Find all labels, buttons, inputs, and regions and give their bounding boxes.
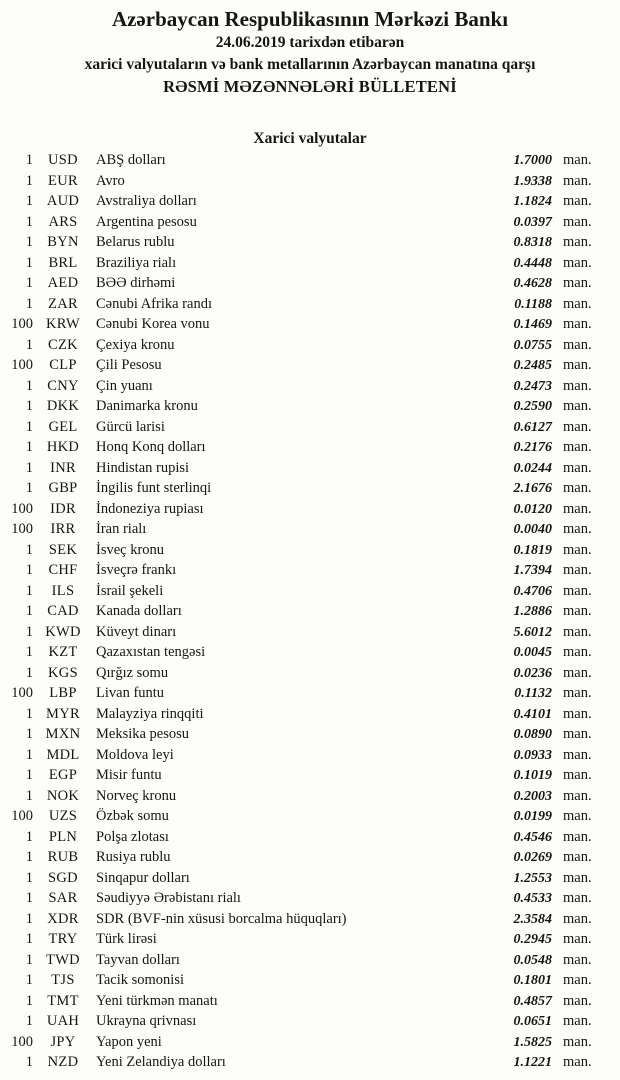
table-row (0, 458, 620, 479)
table-row (0, 663, 620, 684)
quantity-cell: 1 (25, 541, 33, 558)
table-row (0, 376, 620, 397)
unit-cell: man. (563, 439, 592, 455)
rate-cell: 0.2485 (513, 358, 552, 373)
quantity-cell: 1 (25, 767, 33, 783)
table-row (0, 540, 620, 561)
rate-cell: 0.0269 (513, 850, 552, 865)
currency-code-cell: CLP (49, 357, 77, 373)
quantity-cell: 1 (25, 480, 33, 496)
currency-code-cell: RUB (47, 849, 79, 865)
table-row (0, 847, 620, 868)
unit-cell: man. (563, 1054, 592, 1070)
currency-name-cell: Norveç kronu (96, 787, 177, 804)
unit-cell: man. (563, 931, 592, 947)
rate-cell: 0.0755 (513, 337, 552, 353)
unit-cell: man. (563, 1033, 592, 1050)
rate-cell: 0.2945 (513, 932, 552, 947)
rate-cell: 0.0040 (513, 522, 552, 537)
table-row (0, 1032, 620, 1053)
table-row (0, 827, 620, 848)
currency-code-cell: TMT (47, 992, 79, 1009)
currency-name-cell: Malayziya rinqqiti (96, 705, 204, 722)
currency-code-cell: NZD (47, 1054, 79, 1070)
currency-code-cell: AED (47, 275, 79, 291)
unit-cell: man. (563, 808, 592, 824)
unit-cell: man. (563, 172, 592, 189)
currency-name-cell: Çili Pesosu (96, 357, 162, 373)
quantity-cell: 1 (25, 582, 33, 599)
currency-code-cell: XDR (47, 910, 79, 927)
unit-cell: man. (563, 705, 592, 722)
currency-name-cell: İsveç kronu (96, 541, 165, 558)
rate-cell: 1.7394 (513, 563, 552, 578)
quantity-cell: 1 (25, 787, 33, 804)
quantity-cell: 100 (11, 316, 33, 332)
currency-name-cell: Səudiyyə Ərəbistanı rialı (96, 890, 241, 906)
currency-name-cell: Argentina pesosu (96, 213, 197, 230)
table-row (0, 253, 620, 274)
currency-name-cell: Özbək somu (96, 808, 169, 824)
currency-code-cell: UZS (48, 808, 78, 824)
table-row (0, 622, 620, 643)
quantity-cell: 100 (11, 500, 33, 517)
currency-code-cell: CZK (48, 336, 78, 353)
quantity-cell: 1 (25, 849, 33, 865)
quantity-cell: 1 (25, 193, 33, 209)
quantity-cell: 1 (25, 1013, 33, 1029)
table-row (0, 888, 620, 909)
quantity-cell: 1 (25, 603, 33, 619)
currency-code-cell: USD (48, 152, 78, 168)
scope-line: xarici valyutaların və bank metallarının Azərbaycan manatına qarşı (84, 56, 536, 73)
unit-cell: man. (563, 972, 592, 988)
currency-code-cell: HKD (46, 439, 80, 455)
currency-code-cell: ARS (48, 213, 78, 230)
unit-cell: man. (563, 275, 592, 291)
currency-name-cell: İndoneziya rupiası (96, 500, 204, 517)
table-row (0, 417, 620, 438)
table-row (0, 273, 620, 294)
table-row (0, 683, 620, 704)
rate-cell: 0.4857 (513, 993, 552, 1009)
currency-code-cell: SGD (48, 869, 78, 886)
quantity-cell: 1 (25, 295, 33, 312)
unit-cell: man. (563, 787, 592, 804)
rates-table (0, 150, 620, 1073)
currency-code-cell: INR (50, 459, 76, 476)
table-row (0, 929, 620, 950)
currency-name-cell: Cənubi Afrika randı (96, 295, 212, 312)
unit-cell: man. (563, 951, 592, 968)
unit-cell: man. (563, 541, 592, 558)
unit-cell: man. (563, 746, 592, 763)
currency-name-cell: Livan funtu (96, 685, 165, 701)
unit-cell: man. (563, 1013, 592, 1029)
rate-cell: 0.1469 (513, 317, 552, 332)
currency-code-cell: GEL (48, 418, 78, 435)
currency-code-cell: KGS (48, 664, 78, 681)
unit-cell: man. (563, 664, 592, 681)
currency-name-cell: Küveyt dinarı (96, 623, 177, 640)
quantity-cell: 1 (25, 172, 33, 189)
currency-code-cell: ILS (51, 582, 75, 599)
unit-cell: man. (563, 213, 592, 230)
quantity-cell: 1 (25, 890, 33, 906)
currency-code-cell: UAH (46, 1013, 80, 1029)
currency-code-cell: TWD (46, 951, 80, 968)
currency-name-cell: Polşa zlotası (96, 828, 169, 845)
unit-cell: man. (563, 418, 592, 435)
currency-code-cell: BYN (47, 234, 79, 250)
currency-code-cell: CHF (48, 562, 78, 578)
rate-cell: 1.2553 (513, 870, 552, 886)
rate-cell: 1.5825 (513, 1034, 552, 1050)
unit-cell: man. (563, 726, 592, 742)
unit-cell: man. (563, 849, 592, 865)
currency-code-cell: EGP (48, 767, 78, 783)
rate-cell: 0.0890 (513, 727, 552, 742)
table-row (0, 806, 620, 827)
unit-cell: man. (563, 459, 592, 476)
page-title: Azərbaycan Respublikasının Mərkəzi Bankı (111, 7, 509, 31)
unit-cell: man. (563, 316, 592, 332)
table-row (0, 724, 620, 745)
unit-cell: man. (563, 910, 592, 927)
unit-cell: man. (563, 336, 592, 353)
rate-cell: 0.0236 (513, 665, 552, 681)
currency-name-cell: Kanada dolları (96, 603, 182, 619)
section-heading-foreign-currencies: Xarici valyutalar (253, 130, 367, 147)
quantity-cell: 1 (25, 562, 33, 578)
rate-cell: 0.6127 (513, 419, 552, 435)
quantity-cell: 1 (25, 644, 33, 660)
unit-cell: man. (563, 644, 592, 660)
document-header (0, 7, 620, 98)
bulletin-title: RƏSMİ MƏZƏNNƏLƏRİ BÜLLETENİ (163, 77, 457, 96)
currency-code-cell: JPY (50, 1033, 76, 1050)
table-row (0, 519, 620, 540)
currency-name-cell: Türk lirəsi (96, 931, 157, 947)
table-row (0, 437, 620, 458)
quantity-cell: 100 (11, 1033, 33, 1050)
currency-name-cell: Ukrayna qrivnası (96, 1013, 197, 1029)
quantity-cell: 1 (25, 418, 33, 435)
currency-name-cell: Moldova leyi (96, 746, 174, 763)
rate-cell: 1.9338 (513, 173, 552, 189)
quantity-cell: 1 (25, 377, 33, 394)
quantity-cell: 100 (11, 685, 33, 701)
bulletin-page (0, 7, 620, 1080)
currency-name-cell: Çexiya kronu (96, 336, 175, 353)
currency-name-cell: Yeni Zelandiya dolları (96, 1054, 226, 1070)
table-row (0, 581, 620, 602)
quantity-cell: 1 (25, 254, 33, 271)
currency-code-cell: KZT (48, 644, 78, 660)
quantity-cell: 1 (25, 234, 33, 250)
rate-cell: 0.0933 (513, 747, 552, 763)
effective-date-line: 24.06.2019 tarixdən etibarən (215, 34, 405, 51)
quantity-cell: 1 (25, 869, 33, 886)
unit-cell: man. (563, 582, 592, 599)
rate-cell: 2.3584 (513, 911, 552, 927)
rate-cell: 0.0120 (513, 501, 552, 517)
unit-cell: man. (563, 234, 592, 250)
currency-name-cell: Belarus rublu (96, 234, 175, 250)
unit-cell: man. (563, 254, 592, 271)
unit-cell: man. (563, 500, 592, 517)
unit-cell: man. (563, 992, 592, 1009)
table-row (0, 191, 620, 212)
unit-cell: man. (563, 295, 592, 312)
rate-cell: 1.1221 (513, 1055, 552, 1070)
currency-name-cell: İsveçrə frankı (96, 562, 177, 578)
currency-code-cell: MXN (45, 726, 81, 742)
currency-code-cell: PLN (48, 828, 78, 845)
quantity-cell: 1 (25, 972, 33, 988)
table-row (0, 335, 620, 356)
table-row (0, 560, 620, 581)
table-row (0, 1052, 620, 1073)
quantity-cell: 1 (25, 664, 33, 681)
currency-name-cell: Cənubi Korea vonu (96, 316, 210, 332)
rate-cell: 0.1019 (513, 768, 552, 783)
rate-cell: 0.1188 (514, 296, 552, 312)
quantity-cell: 1 (25, 726, 33, 742)
unit-cell: man. (563, 193, 592, 209)
currency-code-cell: MDL (46, 746, 80, 763)
rate-cell: 1.2886 (513, 604, 552, 619)
quantity-cell: 100 (11, 521, 33, 537)
rate-cell: 1.7000 (513, 153, 552, 168)
currency-code-cell: IDR (50, 500, 76, 517)
quantity-cell: 1 (25, 1054, 33, 1070)
currency-code-cell: SEK (48, 541, 78, 558)
table-row (0, 171, 620, 192)
table-row (0, 909, 620, 930)
quantity-cell: 1 (25, 992, 33, 1009)
quantity-cell: 1 (25, 623, 33, 640)
rate-cell: 0.4706 (513, 583, 552, 599)
currency-code-cell: NOK (46, 787, 80, 804)
rate-cell: 0.4533 (513, 891, 552, 906)
rate-cell: 0.1132 (514, 686, 552, 701)
currency-code-cell: TRY (48, 931, 78, 947)
rate-cell: 0.4101 (513, 706, 552, 722)
currency-code-cell: AUD (46, 193, 80, 209)
unit-cell: man. (563, 480, 592, 496)
currency-name-cell: BƏƏ dirhəmi (96, 275, 176, 291)
currency-name-cell: Rusiya rublu (96, 849, 171, 865)
table-row (0, 765, 620, 786)
currency-name-cell: ABŞ dolları (96, 152, 166, 168)
quantity-cell: 1 (25, 746, 33, 763)
unit-cell: man. (563, 152, 592, 168)
quantity-cell: 100 (11, 808, 33, 824)
quantity-cell: 1 (25, 275, 33, 291)
table-row (0, 314, 620, 335)
quantity-cell: 1 (25, 951, 33, 968)
rate-cell: 1.1824 (513, 194, 552, 209)
rate-cell: 0.0045 (513, 645, 552, 660)
quantity-cell: 1 (25, 931, 33, 947)
currency-name-cell: İngilis funt sterlinqi (96, 480, 212, 496)
unit-cell: man. (563, 603, 592, 619)
rate-cell: 0.0397 (513, 214, 552, 230)
quantity-cell: 1 (25, 910, 33, 927)
table-row (0, 396, 620, 417)
unit-cell: man. (563, 685, 592, 701)
unit-cell: man. (563, 398, 592, 414)
currency-name-cell: Qazaxıstan tengəsi (96, 644, 206, 660)
currency-name-cell: Yeni türkmən manatı (96, 992, 218, 1009)
table-row (0, 355, 620, 376)
table-row (0, 212, 620, 233)
table-row (0, 294, 620, 315)
quantity-cell: 1 (25, 439, 33, 455)
currency-name-cell: Tacik somonisi (96, 972, 184, 988)
rate-cell: 0.2473 (513, 378, 552, 394)
currency-code-cell: GBP (48, 480, 78, 496)
rate-cell: 2.1676 (513, 481, 552, 496)
table-row (0, 970, 620, 991)
currency-code-cell: SAR (48, 890, 78, 906)
currency-name-cell: Gürcü larisi (96, 418, 165, 435)
rate-cell: 0.4448 (513, 255, 552, 271)
table-row (0, 642, 620, 663)
unit-cell: man. (563, 357, 592, 373)
rate-cell: 0.1819 (513, 542, 552, 558)
table-row (0, 991, 620, 1012)
currency-name-cell: Qırğız somu (96, 664, 169, 681)
quantity-cell: 1 (25, 398, 33, 414)
currency-code-cell: EUR (48, 172, 78, 189)
quantity-cell: 1 (25, 828, 33, 845)
quantity-cell: 1 (25, 152, 33, 168)
rate-cell: 0.4546 (513, 829, 552, 845)
unit-cell: man. (563, 377, 592, 394)
rate-cell: 0.1801 (513, 973, 552, 988)
currency-code-cell: ZAR (48, 295, 78, 312)
currency-code-cell: DKK (46, 398, 80, 414)
unit-cell: man. (563, 767, 592, 783)
currency-name-cell: Yapon yeni (96, 1033, 162, 1050)
currency-code-cell: IRR (50, 521, 76, 537)
currency-code-cell: CNY (47, 377, 79, 394)
rate-cell: 0.2590 (513, 399, 552, 414)
currency-name-cell: Braziliya rialı (96, 254, 177, 271)
table-row (0, 950, 620, 971)
currency-code-cell: TJS (51, 972, 75, 988)
currency-name-cell: Danimarka kronu (96, 398, 198, 414)
currency-name-cell: Tayvan dolları (96, 951, 180, 968)
currency-code-cell: KRW (46, 316, 80, 332)
quantity-cell: 1 (25, 213, 33, 230)
rate-cell: 0.0244 (513, 460, 552, 476)
table-row (0, 478, 620, 499)
unit-cell: man. (563, 869, 592, 886)
currency-name-cell: Honq Konq dolları (96, 439, 206, 455)
rate-cell: 0.0651 (513, 1014, 552, 1029)
table-row (0, 868, 620, 889)
unit-cell: man. (563, 828, 592, 845)
currency-name-cell: Avro (96, 172, 125, 189)
table-row (0, 150, 620, 171)
currency-name-cell: Meksika pesosu (96, 726, 190, 742)
quantity-cell: 1 (25, 336, 33, 353)
table-row (0, 704, 620, 725)
currency-name-cell: Çin yuanı (96, 377, 153, 394)
unit-cell: man. (563, 890, 592, 906)
rate-cell: 0.2003 (513, 788, 552, 804)
rate-cell: 5.6012 (513, 624, 552, 640)
rate-cell: 0.2176 (513, 440, 552, 455)
currency-name-cell: Misir funtu (96, 767, 162, 783)
currency-name-cell: Avstraliya dolları (96, 193, 197, 209)
table-row (0, 1011, 620, 1032)
table-row (0, 601, 620, 622)
unit-cell: man. (563, 562, 592, 578)
currency-code-cell: BRL (48, 254, 78, 271)
rate-cell: 0.0548 (513, 952, 552, 968)
table-row (0, 745, 620, 766)
currency-code-cell: KWD (45, 623, 81, 640)
rate-cell: 0.8318 (513, 235, 552, 250)
currency-code-cell: MYR (46, 705, 80, 722)
currency-code-cell: LBP (49, 685, 77, 701)
unit-cell: man. (563, 623, 592, 640)
quantity-cell: 100 (11, 357, 33, 373)
unit-cell: man. (563, 521, 592, 537)
currency-name-cell: SDR (BVF-nin xüsusi borcalma hüquqları) (96, 910, 347, 927)
table-row (0, 786, 620, 807)
quantity-cell: 1 (25, 705, 33, 722)
currency-name-cell: İran rialı (96, 521, 147, 537)
currency-code-cell: CAD (47, 603, 79, 619)
table-row (0, 499, 620, 520)
quantity-cell: 1 (25, 459, 33, 476)
currency-name-cell: Sinqapur dolları (96, 869, 190, 886)
rate-cell: 0.4628 (513, 276, 552, 291)
currency-name-cell: Hindistan rupisi (96, 459, 190, 476)
table-row (0, 232, 620, 253)
currency-name-cell: İsrail şekeli (96, 582, 164, 599)
rate-cell: 0.0199 (513, 809, 552, 824)
